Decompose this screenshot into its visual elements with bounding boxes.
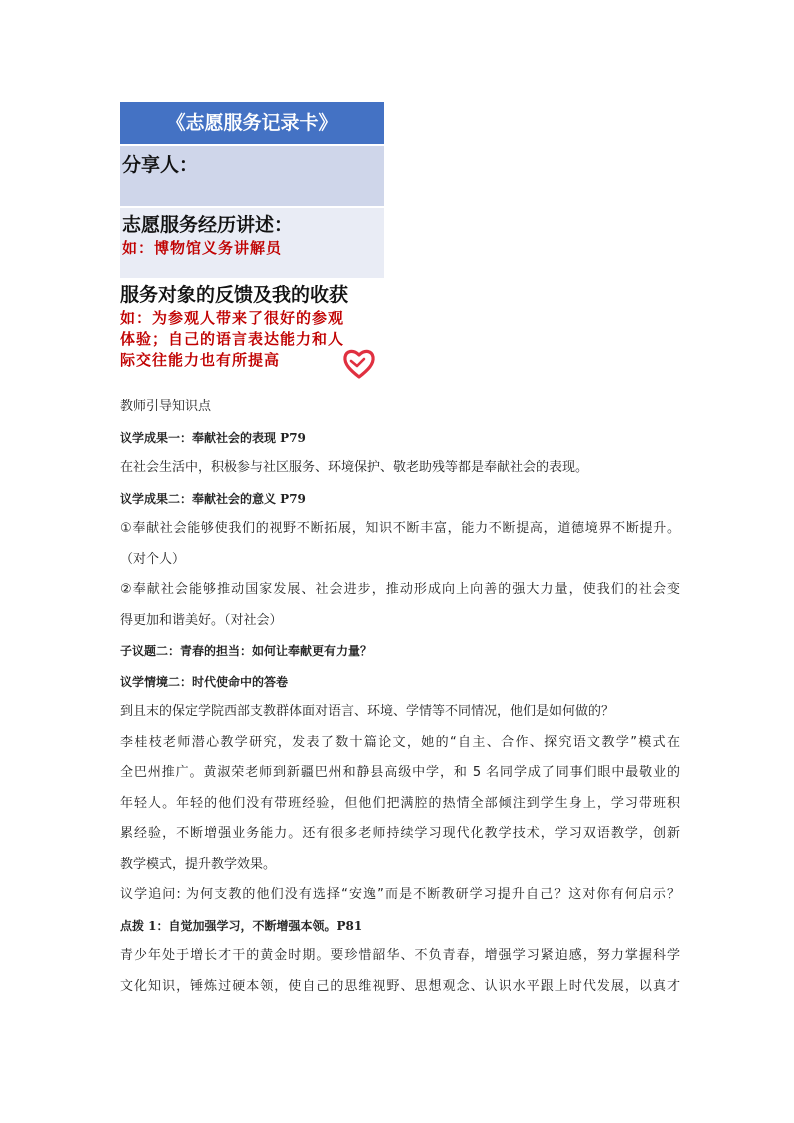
- paragraph-line: 累经验，不断增强业务能力。还有很多老师持续学习现代化教学技术，学习双语教学，创新: [120, 826, 680, 841]
- paragraph-line: 文化知识，锤炼过硬本领，使自己的思维视野、思想观念、认识水平跟上时代发展，以真才: [120, 978, 680, 994]
- sharer-label: 分享人：: [122, 154, 199, 176]
- achievement1-text: 在社会生活中，积极参与社区服务、环境保护、敬老助残等都是奉献社会的表现。: [120, 460, 589, 475]
- card-title: 《志愿服务记录卡》: [120, 102, 384, 144]
- feedback-label: 服务对象的反馈及我的收获: [120, 284, 349, 306]
- feedback-example-line: 际交往能力也有所提高: [120, 351, 281, 369]
- lesson-content: [120, 392, 680, 1002]
- hint-title: 点拨 1：自觉加强学习，不断增强本领。P81: [120, 918, 363, 933]
- paragraph-line: 教学模式，提升教学效果。: [120, 856, 277, 872]
- feedback-example-line: 体验；自己的语言表达能力和人: [120, 330, 345, 348]
- point1-line: ①奉献社会能够使我们的视野不断拓展，知识不断丰富，能力不断提高，道德境界不断提升。: [120, 521, 680, 536]
- experience-label: 志愿服务经历讲述：: [122, 214, 294, 236]
- achievement1-title: 议学成果一：奉献社会的表现 P79: [120, 430, 306, 445]
- experience-row: [120, 208, 384, 278]
- follow-up-question: 议学追问: 为何支教的他们没有选择“安逸”而是不断教研学习提升自己？这对你有何启示？: [120, 887, 680, 902]
- feedback-example-line: 如：为参观人带来了很好的参观: [120, 309, 345, 327]
- paragraph-line: 全巴州推广。黄淑荣老师到新疆巴州和静县高级中学，和 5 名同学成了同事们眼中最敬业的: [120, 765, 680, 780]
- paragraph: 到且末的保定学院西部支教群体面对语言、环境、学情等不同情况，他们是如何做的？: [120, 704, 615, 719]
- point2-line: 得更加和谐美好。（对社会）: [120, 612, 283, 628]
- volunteer-record-card: [120, 102, 384, 371]
- experience-example: 如：博物馆义务讲解员: [122, 239, 283, 257]
- teacher-heading: 教师引导知识点: [120, 399, 212, 414]
- point1-line: （对个人）: [120, 551, 186, 567]
- paragraph-line: 年轻人。年轻的他们没有带班经验，但他们把满腔的热情全部倾注到学生身上，学习带班积: [120, 795, 680, 811]
- achievement2-title: 议学成果二：奉献社会的意义 P79: [120, 491, 306, 506]
- point2-line: ②奉献社会能够推动国家发展、社会进步，推动形成向上向善的强大力量，使我们的社会变: [120, 582, 680, 597]
- paragraph-line: 李桂枝老师潜心教学研究，发表了数十篇论文，她的“自主、合作、探究语文教学”模式在: [120, 734, 680, 750]
- heart-hands-icon: [342, 346, 376, 380]
- scenario2: 议学情境二：时代使命中的答卷: [120, 674, 289, 689]
- paragraph-line: 青少年处于增长才干的黄金时期。要珍惜韶华、不负青春，增强学习紧迫感，努力掌握科学: [120, 948, 680, 963]
- sharer-row: [120, 146, 384, 206]
- subtopic2: 子议题二：青春的担当：如何让奉献更有力量？: [120, 644, 373, 658]
